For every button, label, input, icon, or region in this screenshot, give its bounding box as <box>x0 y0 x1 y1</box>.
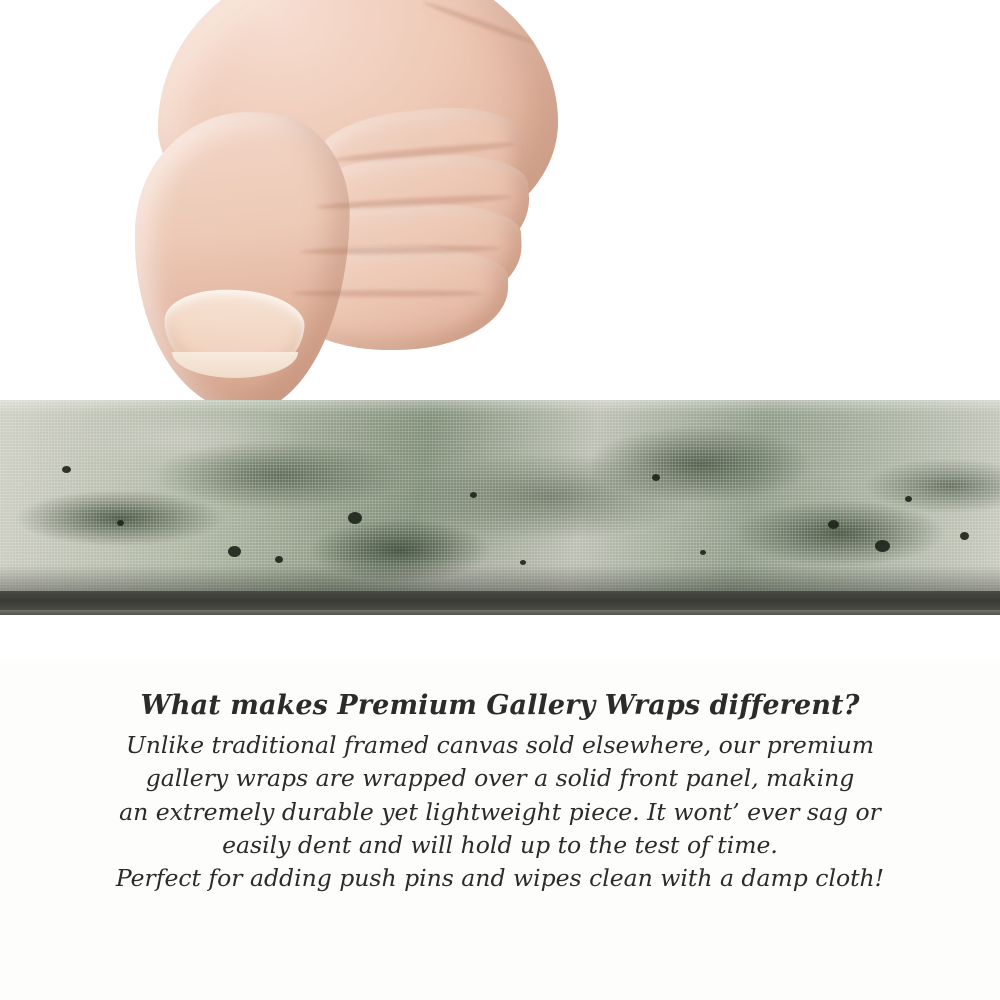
canvas-speck <box>828 520 839 529</box>
canvas-speck <box>875 540 890 552</box>
canvas-top-highlight <box>0 400 1000 414</box>
caption-block <box>0 690 1000 896</box>
canvas-speck <box>652 474 660 481</box>
canvas-speck <box>117 520 124 526</box>
caption-heading: What makes Premium Gallery Wraps different? <box>140 690 860 721</box>
canvas-speck <box>228 546 241 557</box>
canvas-speck <box>62 466 71 473</box>
knuckle-crease <box>292 290 482 297</box>
canvas-speck <box>905 496 912 502</box>
canvas-speck <box>960 532 969 540</box>
caption-line: Perfect for adding push pins and wipes clean with a damp cloth! <box>115 864 885 893</box>
canvas-speck <box>470 492 477 498</box>
canvas-speck <box>700 550 706 555</box>
canvas-side-edge <box>0 591 1000 615</box>
caption-line: Unlike traditional framed canvas sold elsewhere, our premium <box>125 731 875 759</box>
caption-line: gallery wraps are wrapped over a solid front panel, making <box>145 764 855 793</box>
canvas-bottom-shadow <box>0 565 1000 591</box>
canvas-speck <box>275 556 283 563</box>
caption-line: an extremely durable yet lightweight piece. It wont’ ever sag or <box>119 797 881 826</box>
caption-line: easily dent and will hold up to the test of time. <box>222 831 778 860</box>
canvas-wrap-edge <box>0 400 1000 615</box>
canvas-speck <box>348 512 362 524</box>
caption-body <box>0 729 1000 896</box>
hand-pressing-canvas <box>120 0 580 430</box>
